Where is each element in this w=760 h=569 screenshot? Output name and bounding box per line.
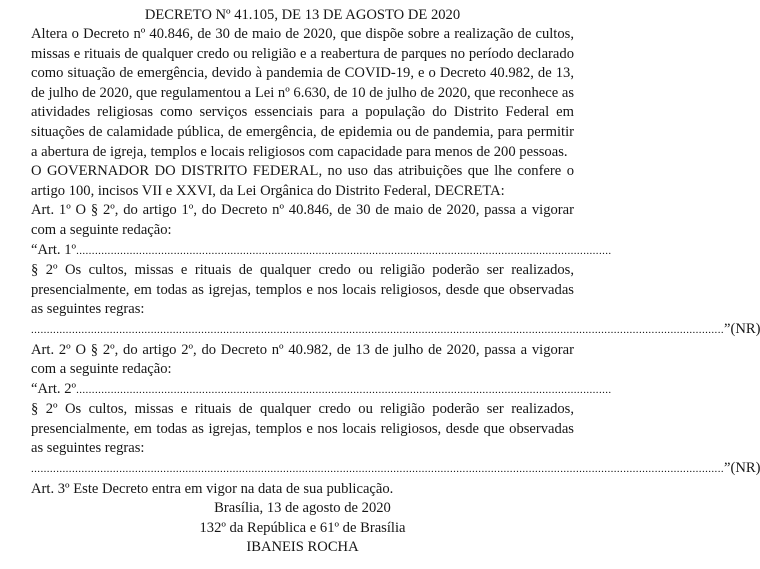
article-3: Art. 3º Este Decreto entra em vigor na data de sua publicação.: [31, 480, 394, 497]
decree-ementa: Altera o Decreto nº 40.846, de 30 de maio de 2020, que dispõe sobre a realização de cultos, missas e rituais de qualquer credo ou religião e a reabertura de parques no período declarado como situação de emergência, devido à pandemia de COVID-19, e o Decreto 40.982, de 13, de julho de 2020, que regulamentou a Lei nº 6.630, de 10 de julho de 2020, que reconhece as atividades religiosas como serviços essenciais para a população do Distrito Federal em situações de calamidade pública, de emergência, de epidemia ou de pandemia, para permitir a abertura de igreja, templos e locais religiosos com capacidade para menos de 200 pessoas.: [31, 26, 574, 160]
republic-years: 132º da República e 61º de Brasília: [199, 519, 406, 536]
article-1-quote-end: [31, 320, 760, 341]
governor-signature: IBANEIS ROCHA: [246, 539, 359, 556]
ellipsis-leader: ..........................................................................................................................................................................: [76, 383, 612, 396]
article-1-quote-start: [31, 241, 612, 262]
article-2-paragraph-2: § 2º Os cultos, missas e rituais de qualquer credo ou religião poderão ser realizados, presencialmente, em todas as igrejas, templos e nos locais religiosos, desde que observadas as seguintes regras:: [31, 401, 574, 457]
ellipsis-leader: ............................................................................................................................................................................................................................: [31, 323, 724, 336]
decree-title: DECRETO Nº 41.105, DE 13 DE AGOSTO DE 2020: [144, 7, 461, 23]
article-2-caput: Art. 2º O § 2º, do artigo 2º, do Decreto nº 40.982, de 13 de julho de 2020, passa a vigorar com a seguinte redação:: [31, 341, 574, 378]
decree-preamble: O GOVERNADOR DO DISTRITO FEDERAL, no uso das atribuições que lhe confere o artigo 100, incisos VII e XXVI, da Lei Orgânica do Distrito Federal, DECRETA:: [31, 163, 574, 199]
article-2-nr-marker: ”(NR): [724, 460, 760, 477]
article-1-nr-marker: ”(NR): [724, 320, 760, 337]
article-2-quote-label: “Art. 2º: [31, 380, 77, 397]
ellipsis-leader: ..........................................................................................................................................................................: [76, 244, 612, 257]
article-1-caput: Art. 1º O § 2º, do artigo 1º, do Decreto nº 40.846, de 30 de maio de 2020, passa a vigorar com a seguinte redação:: [31, 202, 574, 238]
article-1-quote-label: “Art. 1º: [31, 241, 77, 258]
ellipsis-leader: ............................................................................................................................................................................................................................: [31, 463, 724, 476]
article-1-paragraph-2: § 2º Os cultos, missas e rituais de qualquer credo ou religião poderão ser realizados, presencialmente, em todas as igrejas, templos e nos locais religiosos, desde que observadas as seguintes regras:: [31, 262, 574, 318]
article-2-quote-start: [31, 380, 612, 401]
place-and-date: Brasília, 13 de agosto de 2020: [214, 500, 391, 517]
article-2-quote-end: [31, 459, 760, 480]
